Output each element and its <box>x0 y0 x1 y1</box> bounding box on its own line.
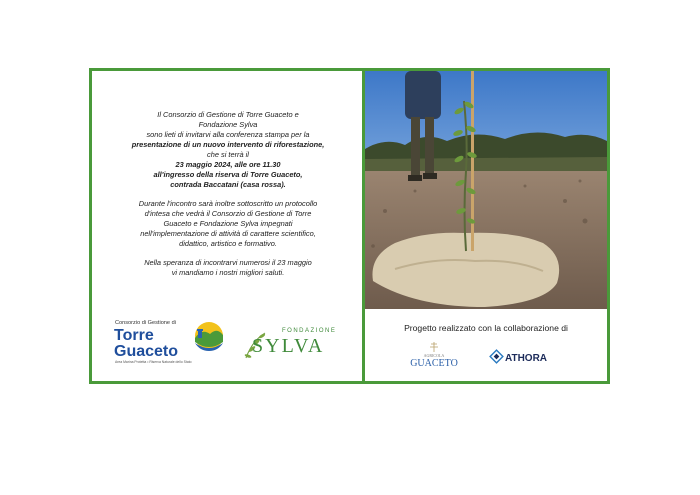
invitation-card <box>89 68 610 384</box>
inv-line5: che si terrà il <box>207 150 249 159</box>
inv-line1: Il Consorzio di Gestione di Torre Guaceto e <box>157 110 299 119</box>
sylva-name-text: SYLVA <box>252 335 325 357</box>
p2-line1: Durante l'incontro sarà inoltre sottoscritto un protocollo <box>138 199 318 208</box>
partner-logos-svg <box>365 309 607 384</box>
p2-line5: didattico, artistico e formativo. <box>179 239 277 248</box>
p2-line4: nell'implementazione di attività di carattere scientifico, <box>140 229 316 238</box>
torre-guaceto-logo <box>114 320 223 364</box>
logos-row <box>92 311 362 371</box>
inv-line4: presentazione di un nuovo intervento di riforestazione, <box>131 140 325 149</box>
p3-line1: Nella speranza di incontrarvi numerosi il 23 maggio <box>144 258 312 267</box>
p2-line2: d'intesa che vedrà il Consorzio di Gestione di Torre <box>144 209 312 218</box>
fondazione-sylva-logo <box>244 328 336 359</box>
p2-line3: Guaceto e Fondazione Sylva impegnati <box>163 219 293 228</box>
athora-diamond-icon <box>490 350 503 363</box>
p3-line2: vi mandiamo i nostri migliori saluti. <box>171 268 285 277</box>
inv-line2: Fondazione Sylva <box>198 120 258 129</box>
torre-name-2: Guaceto <box>114 343 179 360</box>
inv-date: 23 maggio 2024, alle ore 11.30 <box>175 160 281 169</box>
torre-consorzio-text: Consorzio di Gestione di <box>115 320 176 326</box>
torre-emblem-icon <box>195 322 223 351</box>
athora-name-text: ATHORA <box>505 353 548 364</box>
guaceto-name-text: GUACETO <box>410 358 458 369</box>
inv-place: all'ingresso della riserva di Torre Guaceto, <box>153 170 303 179</box>
sapling-photo-svg <box>365 71 607 309</box>
collaboration-label: Progetto realizzato con la collaborazione di <box>404 323 568 333</box>
torre-sub-text: Area Marina Protetta • Riserva Naturale dello Stato <box>115 360 192 364</box>
invitation-text <box>104 110 352 287</box>
inv-address: contrada Baccatani (casa rossa). <box>170 180 286 189</box>
guaceto-top-text: AGRICOLA <box>423 353 445 358</box>
right-panel <box>365 71 607 381</box>
guaceto-emblem-icon <box>430 342 438 352</box>
sylva-top-text: FONDAZIONE <box>282 328 337 334</box>
logos-svg <box>92 311 362 371</box>
invitation-panel <box>92 71 365 381</box>
collaboration-panel <box>365 309 607 381</box>
agricola-guaceto-logo <box>410 342 458 369</box>
inv-line3: sono lieti di invitarvi alla conferenza stampa per la <box>146 130 310 139</box>
sapling-photo <box>365 71 607 309</box>
torre-name-1: Torre <box>114 327 154 344</box>
athora-logo <box>490 350 547 364</box>
